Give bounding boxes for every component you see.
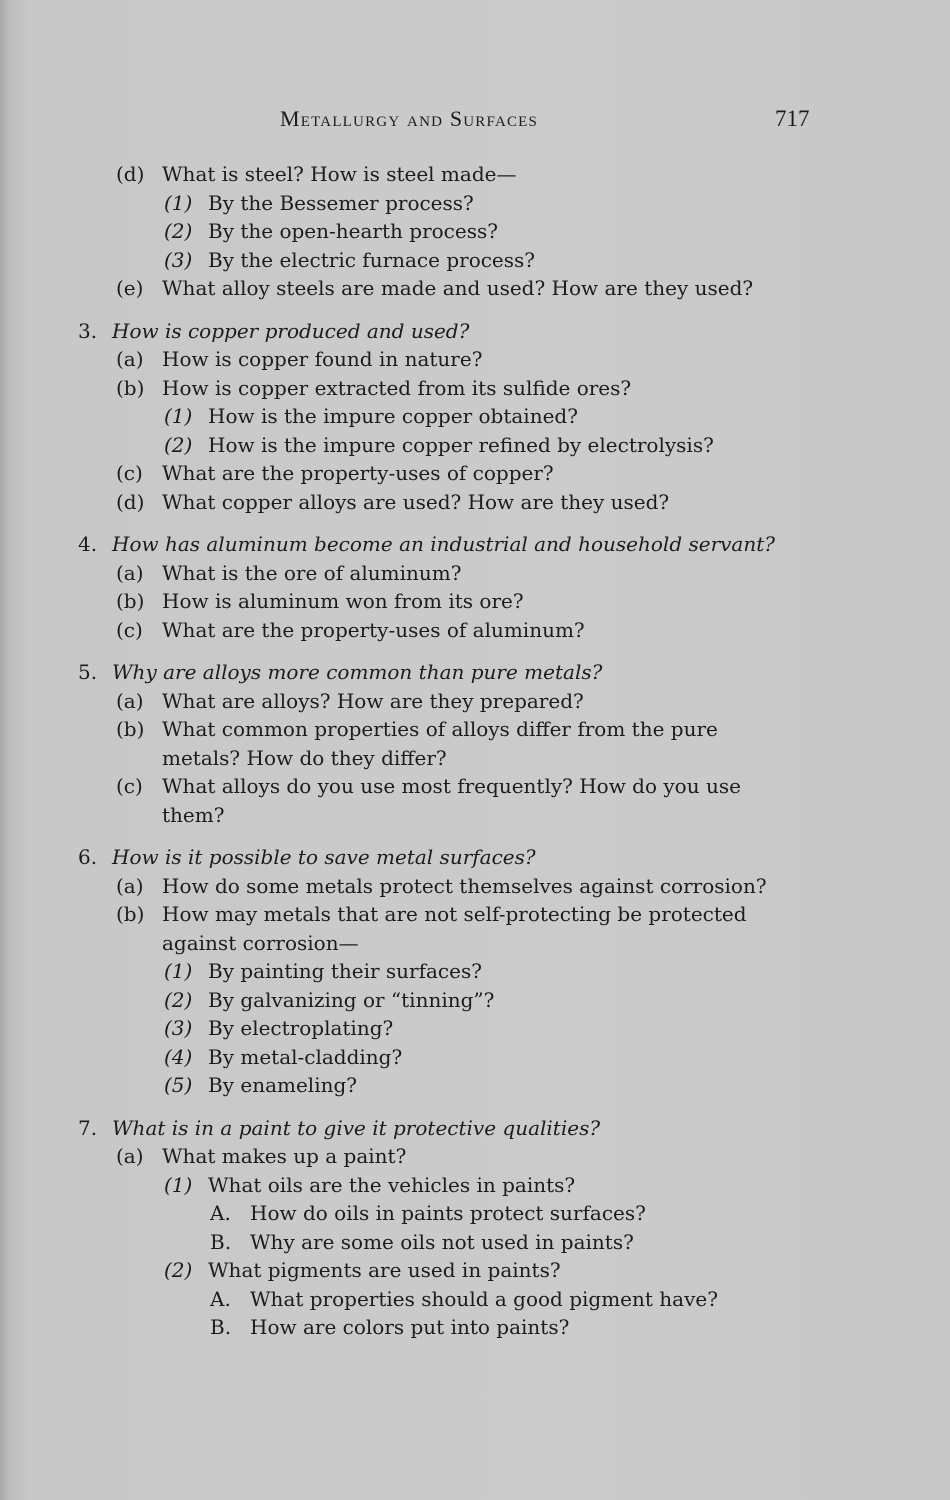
sub-subquestion-line	[0, 1071, 950, 1100]
item-text: What pigments are used in paints?	[208, 1258, 561, 1282]
subquestion-line	[0, 345, 950, 374]
sub-subquestion-line	[0, 246, 950, 275]
subquestion-line	[0, 587, 950, 616]
running-title: Metallurgy and Surfaces	[280, 106, 539, 131]
item-marker: (2)	[164, 1258, 193, 1282]
sub-subquestion-line	[0, 189, 950, 218]
item-marker: (2)	[164, 432, 193, 457]
page-number: 717	[775, 106, 810, 131]
item-text: How are colors put into paints?	[250, 1315, 570, 1339]
item-marker: B.	[210, 1315, 232, 1339]
question-line	[0, 1114, 950, 1143]
item-text: What copper alloys are used? How are they used?	[162, 489, 670, 514]
item-marker: (2)	[164, 219, 193, 243]
subquestion-line	[0, 715, 950, 744]
section-gap	[0, 516, 950, 530]
sub-sub-subquestion-line	[0, 1313, 950, 1342]
item-marker: 4.	[78, 532, 98, 556]
item-marker: (d)	[116, 489, 145, 514]
section-gap	[0, 1100, 950, 1114]
item-text: How may metals that are not self-protecting be protected	[162, 902, 747, 926]
subquestion-line	[0, 274, 950, 303]
item-text: How has aluminum become an industrial and household servant?	[112, 532, 775, 556]
item-text: What are the property-uses of copper?	[162, 461, 554, 485]
item-text: What properties should a good pigment have?	[250, 1286, 718, 1311]
subquestion-line	[0, 616, 950, 645]
item-text: How is the impure copper refined by electrolysis?	[208, 432, 714, 457]
item-marker: (c)	[116, 774, 143, 798]
item-text: How is copper extracted from its sulfide ores?	[162, 375, 632, 400]
item-marker: (2)	[164, 987, 193, 1012]
item-text: By electroplating?	[208, 1016, 394, 1040]
sub-subquestion-line	[0, 1014, 950, 1043]
item-text: By the Bessemer process?	[208, 190, 474, 215]
section-gap	[0, 829, 950, 843]
sub-subquestion-line	[0, 957, 950, 986]
item-text: them?	[162, 802, 225, 827]
sub-sub-subquestion-line	[0, 1285, 950, 1314]
item-marker: (1)	[164, 190, 193, 215]
running-header	[0, 106, 950, 136]
item-marker: 6.	[78, 845, 98, 869]
subquestion-line	[0, 900, 950, 929]
item-text: How do oils in paints protect surfaces?	[250, 1201, 646, 1225]
item-marker: B.	[210, 1229, 232, 1254]
item-text: What is the ore of aluminum?	[162, 560, 462, 585]
item-marker: (b)	[116, 902, 145, 926]
section-gap	[0, 644, 950, 658]
item-marker: 5.	[78, 660, 98, 684]
sub-subquestion-line	[0, 986, 950, 1015]
sub-subquestion-line	[0, 217, 950, 246]
item-text: How is copper produced and used?	[112, 318, 470, 343]
item-text: How is it possible to save metal surfaces?	[112, 845, 536, 869]
item-text: What alloy steels are made and used? How are they used?	[162, 276, 754, 300]
item-text: What is steel? How is steel made—	[162, 162, 517, 186]
item-marker: (a)	[116, 347, 144, 371]
item-text: What is in a paint to give it protective qualities?	[112, 1115, 601, 1140]
item-text: What are the property-uses of aluminum?	[162, 617, 585, 642]
item-marker: A.	[210, 1201, 231, 1225]
item-text: How is the impure copper obtained?	[208, 404, 578, 428]
section-gap	[0, 303, 950, 317]
sub-sub-subquestion-line	[0, 1228, 950, 1257]
item-marker: (b)	[116, 375, 145, 400]
item-marker: (1)	[164, 1172, 193, 1197]
item-marker: (3)	[164, 1016, 193, 1040]
item-marker: (d)	[116, 162, 145, 186]
item-text: How is copper found in nature?	[162, 347, 483, 371]
item-text: What common properties of alloys differ from the pure	[162, 717, 718, 741]
item-marker: 3.	[78, 318, 98, 343]
item-marker: (a)	[116, 873, 144, 898]
item-marker: A.	[210, 1286, 231, 1311]
item-marker: (e)	[116, 276, 144, 300]
item-text: How do some metals protect themselves against corrosion?	[162, 873, 767, 898]
sub-subquestion-line	[0, 402, 950, 431]
sub-subquestion-line	[0, 1256, 950, 1285]
item-text: How is aluminum won from its ore?	[162, 589, 524, 613]
item-text: What oils are the vehicles in paints?	[208, 1172, 576, 1197]
item-text: By the electric furnace process?	[208, 247, 536, 272]
subquestion-line	[0, 1142, 950, 1171]
item-text: Why are alloys more common than pure metals?	[112, 660, 603, 684]
continuation-line	[0, 929, 950, 958]
subquestion-line	[0, 160, 950, 189]
item-text: By enameling?	[208, 1073, 357, 1097]
item-marker: (b)	[116, 589, 145, 613]
sub-subquestion-line	[0, 431, 950, 460]
item-marker: (1)	[164, 404, 193, 428]
item-marker: (a)	[116, 560, 144, 585]
item-text: metals? How do they differ?	[162, 745, 447, 770]
subquestion-line	[0, 687, 950, 716]
item-marker: (1)	[164, 959, 193, 983]
item-text: By the open-hearth process?	[208, 219, 498, 243]
subquestion-line	[0, 374, 950, 403]
item-text: against corrosion—	[162, 930, 359, 955]
item-text: What are alloys? How are they prepared?	[162, 688, 584, 713]
subquestion-line	[0, 488, 950, 517]
continuation-line	[0, 801, 950, 830]
item-text: Why are some oils not used in paints?	[250, 1229, 634, 1254]
question-line	[0, 317, 950, 346]
item-text: By painting their surfaces?	[208, 959, 482, 983]
item-marker: (a)	[116, 688, 144, 713]
item-marker: (c)	[116, 461, 143, 485]
subquestion-line	[0, 772, 950, 801]
item-marker: (5)	[164, 1073, 193, 1097]
subquestion-line	[0, 559, 950, 588]
question-line	[0, 658, 950, 687]
sub-subquestion-line	[0, 1171, 950, 1200]
item-marker: (a)	[116, 1144, 144, 1168]
subquestion-line	[0, 459, 950, 488]
item-text: By metal-cladding?	[208, 1044, 403, 1069]
question-outline	[0, 160, 950, 1342]
item-text: What alloys do you use most frequently? How do you use	[162, 774, 741, 798]
sub-sub-subquestion-line	[0, 1199, 950, 1228]
item-marker: 7.	[78, 1115, 98, 1140]
sub-subquestion-line	[0, 1043, 950, 1072]
item-marker: (c)	[116, 617, 143, 642]
item-marker: (4)	[164, 1044, 193, 1069]
item-text: What makes up a paint?	[162, 1144, 407, 1168]
continuation-line	[0, 744, 950, 773]
question-line	[0, 530, 950, 559]
question-line	[0, 843, 950, 872]
item-text: By galvanizing or “tinning”?	[208, 987, 495, 1012]
subquestion-line	[0, 872, 950, 901]
item-marker: (b)	[116, 717, 145, 741]
item-marker: (3)	[164, 247, 193, 272]
